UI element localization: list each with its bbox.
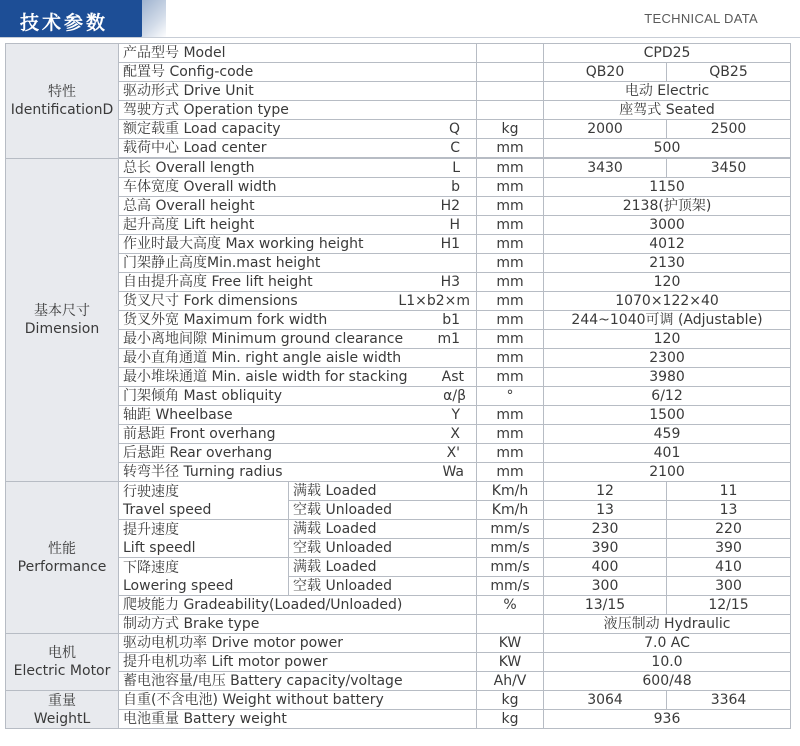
row-value: 3000: [544, 216, 791, 235]
row-value: 936: [544, 710, 791, 729]
table-row: [6, 691, 791, 710]
row-value: 电动 Electric: [544, 82, 791, 101]
row-label: 自重(不含电池) Weight without battery: [119, 691, 477, 710]
table-row: [6, 197, 791, 216]
row-value-qb25: 13: [667, 501, 791, 520]
lowering-speed-label: 下降速度 Lowering speed: [119, 558, 289, 596]
table-row: [6, 425, 791, 444]
row-value: 4012: [544, 235, 791, 254]
row-label: 车体宽度 Overall width: [123, 179, 277, 195]
row-label: 前悬距 Front overhang: [123, 426, 276, 442]
row-value-qb25: 12/15: [667, 596, 791, 615]
row-label: 总长 Overall length: [123, 160, 255, 176]
row-unit: mm: [477, 292, 544, 311]
row-symbol: b: [451, 179, 461, 195]
row-unit: mm/s: [477, 520, 544, 539]
row-value-qb25: QB25: [667, 63, 791, 82]
table-row: [6, 216, 791, 235]
row-label: 最小堆垛通道 Min. aisle width for stacking: [123, 369, 408, 385]
table-row: [6, 82, 791, 101]
table-row: [6, 235, 791, 254]
row-unit: mm: [477, 235, 544, 254]
row-symbol: H: [449, 217, 461, 233]
row-value-qb25: 390: [667, 539, 791, 558]
row-label: 满载 Loaded: [289, 482, 477, 501]
row-label: 货叉外宽 Maximum fork width: [123, 312, 328, 328]
row-symbol: m1: [437, 331, 461, 347]
row-value: 500: [544, 139, 791, 158]
row-label: 蓄电池容量/电压 Battery capacity/voltage: [119, 672, 477, 691]
row-label: 提升电机功率 Lift motor power: [119, 653, 477, 672]
row-label: 最小直角通道 Min. right angle aisle width: [123, 350, 402, 366]
row-label: 自由提升高度 Free lift height: [123, 274, 313, 290]
row-label: 电池重量 Battery weight: [119, 710, 477, 729]
row-value: 244~1040可调 (Adjustable): [544, 311, 791, 330]
row-symbol: H1: [440, 236, 461, 252]
row-label: 门架倾角 Mast obliquity: [123, 388, 282, 404]
row-unit: mm/s: [477, 577, 544, 596]
row-label: 载荷中心 Load center: [123, 140, 267, 156]
table-row: [6, 349, 791, 368]
row-value-qb25: 3450: [667, 159, 791, 178]
row-unit: kg: [477, 120, 544, 139]
row-symbol: X': [446, 445, 461, 461]
row-unit: mm: [477, 444, 544, 463]
header-fold-decoration: [142, 0, 166, 38]
row-value-qb20: QB20: [544, 63, 667, 82]
category-motor: 电机 Electric Motor: [6, 634, 119, 691]
row-label: 空载 Unloaded: [289, 539, 477, 558]
row-unit: mm: [477, 425, 544, 444]
row-value: 1070×122×40: [544, 292, 791, 311]
row-value: 1500: [544, 406, 791, 425]
row-unit: mm: [477, 311, 544, 330]
row-value-qb20: 12: [544, 482, 667, 501]
row-value-qb20: 390: [544, 539, 667, 558]
table-row: [6, 463, 791, 482]
row-value: 7.0 AC: [544, 634, 791, 653]
row-symbol: H3: [440, 274, 461, 290]
table-row: [6, 292, 791, 311]
row-value: 2138(护顶架): [544, 197, 791, 216]
table-row: [6, 710, 791, 729]
row-label: 起升高度 Lift height: [123, 217, 255, 233]
row-symbol: Wa: [442, 464, 465, 480]
row-value: 2100: [544, 463, 791, 482]
table-row: [6, 63, 791, 82]
row-label: 后悬距 Rear overhang: [123, 445, 273, 461]
row-label: 满载 Loaded: [289, 558, 477, 577]
row-value: 6/12: [544, 387, 791, 406]
lift-speed-label: 提升速度 Lift speedl: [119, 520, 289, 558]
row-symbol: b1: [442, 312, 461, 328]
table-row: [6, 444, 791, 463]
header-title-en: TECHNICAL DATA: [644, 11, 758, 26]
row-label: 门架静止高度Min.mast height: [123, 255, 321, 271]
row-label: 作业时最大高度 Max working height: [123, 236, 364, 252]
row-unit: °: [477, 387, 544, 406]
row-label: 驾驶方式 Operation type: [119, 101, 477, 120]
row-label: 驱动电机功率 Drive motor power: [119, 634, 477, 653]
row-symbol: Ast: [441, 369, 465, 385]
row-value: 液压制动 Hydraulic: [544, 615, 791, 634]
row-label: 额定载重 Load capacity: [123, 121, 281, 137]
row-symbol: L1×b2×m: [398, 293, 471, 309]
row-symbol: C: [450, 140, 461, 156]
category-performance: 性能 Performance: [6, 482, 119, 634]
row-unit: mm: [477, 139, 544, 158]
row-value: 3980: [544, 368, 791, 387]
row-unit: mm: [477, 406, 544, 425]
row-unit: mm: [477, 178, 544, 197]
row-label: 驱动形式 Drive Unit: [119, 82, 477, 101]
header-tab: [0, 0, 150, 38]
table-row: [6, 311, 791, 330]
row-label: 转弯半径 Turning radius: [123, 464, 283, 480]
row-label: 满载 Loaded: [289, 520, 477, 539]
travel-speed-label: 行驶速度 Travel speed: [119, 482, 289, 520]
table-row: [6, 387, 791, 406]
table-row: [6, 330, 791, 349]
row-unit: mm: [477, 216, 544, 235]
page-header: [0, 0, 800, 38]
row-unit: Km/h: [477, 482, 544, 501]
row-unit: mm: [477, 349, 544, 368]
row-unit: mm: [477, 159, 544, 178]
table-row: [6, 178, 791, 197]
table-row: [6, 482, 791, 501]
row-value-qb20: 230: [544, 520, 667, 539]
row-label: 空载 Unloaded: [289, 501, 477, 520]
row-value: 600/48: [544, 672, 791, 691]
row-label: 空载 Unloaded: [289, 577, 477, 596]
row-value-qb20: 2000: [544, 120, 667, 139]
table-row: [6, 558, 791, 577]
row-value-qb20: 400: [544, 558, 667, 577]
row-label: 爬坡能力 Gradeability(Loaded/Unloaded): [119, 596, 477, 615]
row-value: 10.0: [544, 653, 791, 672]
category-weight: 重量 WeightL: [6, 691, 119, 729]
table-row: [6, 273, 791, 292]
table-row: [6, 120, 791, 139]
row-unit: Ah/V: [477, 672, 544, 691]
table-row: [6, 101, 791, 120]
row-label: 轴距 Wheelbase: [123, 407, 233, 423]
row-unit: kg: [477, 691, 544, 710]
table-row: [6, 44, 791, 63]
row-value: 2300: [544, 349, 791, 368]
row-value: CPD25: [544, 44, 791, 63]
header-divider: [0, 37, 800, 38]
table-row: [6, 368, 791, 387]
category-dimension: 基本尺寸 Dimension: [6, 159, 119, 482]
row-value-qb20: 13: [544, 501, 667, 520]
category-identification: 特性 IdentificationD: [6, 44, 119, 159]
table-row: [6, 520, 791, 539]
row-unit: KW: [477, 634, 544, 653]
row-value-qb25: 300: [667, 577, 791, 596]
spec-table: [5, 43, 791, 729]
table-row: [6, 139, 791, 158]
row-unit: mm: [477, 197, 544, 216]
row-symbol: Y: [451, 407, 461, 423]
row-symbol: α/β: [443, 388, 467, 404]
row-unit: KW: [477, 653, 544, 672]
row-value: 2130: [544, 254, 791, 273]
table-row: [6, 672, 791, 691]
row-symbol: Q: [448, 121, 461, 137]
table-row: [6, 653, 791, 672]
row-value: 1150: [544, 178, 791, 197]
header-title-cn: 技术参数: [20, 12, 109, 34]
row-value-qb25: 410: [667, 558, 791, 577]
table-row: [6, 159, 791, 178]
row-label: 货叉尺寸 Fork dimensions: [123, 293, 298, 309]
row-label: 最小离地间隙 Minimum ground clearance: [123, 331, 404, 347]
row-unit: mm: [477, 273, 544, 292]
row-value: 120: [544, 273, 791, 292]
row-unit: mm: [477, 463, 544, 482]
table-row: [6, 615, 791, 634]
row-label: 制动方式 Brake type: [119, 615, 477, 634]
row-value: 401: [544, 444, 791, 463]
row-value-qb25: 220: [667, 520, 791, 539]
row-symbol: H2: [440, 198, 461, 214]
row-value-qb25: 11: [667, 482, 791, 501]
row-value-qb25: 2500: [667, 120, 791, 139]
table-row: [6, 596, 791, 615]
row-unit: kg: [477, 710, 544, 729]
row-value: 座驾式 Seated: [544, 101, 791, 120]
row-unit: mm: [477, 368, 544, 387]
row-symbol: L: [452, 160, 461, 176]
row-unit: mm/s: [477, 539, 544, 558]
row-unit: mm/s: [477, 558, 544, 577]
table-row: [6, 634, 791, 653]
row-value-qb20: 13/15: [544, 596, 667, 615]
row-value: 120: [544, 330, 791, 349]
row-unit: Km/h: [477, 501, 544, 520]
table-row: [6, 254, 791, 273]
row-value: 459: [544, 425, 791, 444]
row-label: 总高 Overall height: [123, 198, 255, 214]
row-symbol: X: [450, 426, 461, 442]
row-unit: mm: [477, 254, 544, 273]
row-value-qb25: 3364: [667, 691, 791, 710]
row-value-qb20: 3064: [544, 691, 667, 710]
row-label: 配置号 Config-code: [119, 63, 477, 82]
row-value-qb20: 300: [544, 577, 667, 596]
row-label: 产品型号 Model: [119, 44, 477, 63]
row-unit: %: [477, 596, 544, 615]
row-value-qb20: 3430: [544, 159, 667, 178]
table-row: [6, 406, 791, 425]
row-unit: mm: [477, 330, 544, 349]
